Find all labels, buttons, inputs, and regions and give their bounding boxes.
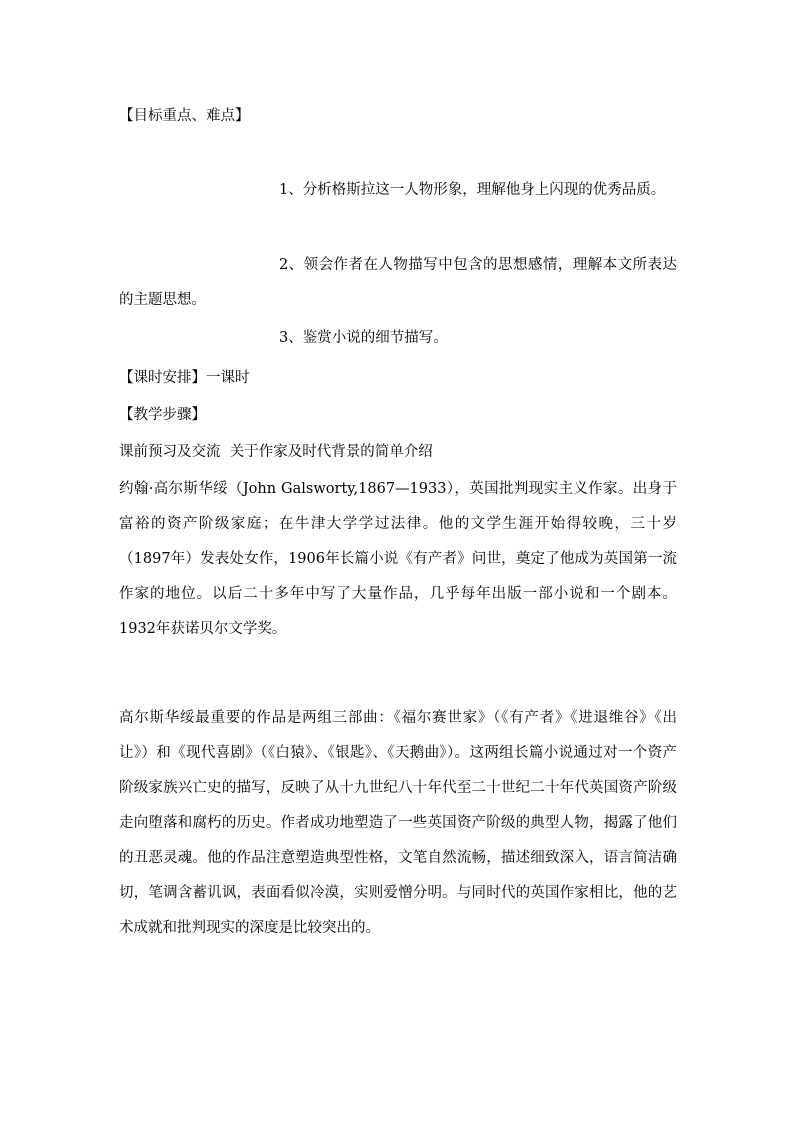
objective-item-3: 3、鉴赏小说的细节描写。 <box>279 330 448 346</box>
schedule-line: 【课时安排】一课时 <box>119 370 250 386</box>
author-paragraph-1: 约翰·高尔斯华绥（John Galsworty,1867—1933），英国批判现实主义作家。出身于富裕的资产阶级家庭；在牛津大学学过法律。他的文学生涯开始得较晚，三十岁（1897年）发表处女作，1906年长篇小说《有产者》问世，奠定了他成为英国第一流作家的地位。以后二十多年中写了大量作品，几乎每年出版一部小说和一个剧本。1932年获诺贝尔文学奖。 <box>119 481 677 637</box>
objective-item-2: 2、领会作者在人物描写中包含的思想感情，理解本文所表达的主题思想。 <box>119 257 677 308</box>
steps-heading: 【教学步骤】 <box>119 407 206 423</box>
objective-item-1: 1、分析格斯拉这一人物形象，理解他身上闪现的优秀品质。 <box>279 182 666 198</box>
preview-line: 课前预习及交流 关于作家及时代背景的简单介绍 <box>119 444 433 460</box>
author-paragraph-2: 高尔斯华绥最重要的作品是两组三部曲：《福尔赛世家》（《有产者》《进退维谷》《出让》）和《现代喜剧》（《白猿》、《银匙》、《天鹅曲》）。这两组长篇小说通过对一个资产阶级家族兴亡史的描写，反映了从十九世纪八十年代至二十世纪二十年代英国资产阶级走向堕落和腐朽的历史。作者成功地塑造了一些英国资产阶级的典型人物，揭露了他们的丑恶灵魂。他的作品注意塑造典型性格，文笔自然流畅，描述细致深入，语言简洁确切，笔调含蓄讥讽，表面看似冷漠，实则爱憎分明。与同时代的英国作家相比，他的艺术成就和批判现实的深度是比较突出的。 <box>119 710 677 936</box>
objectives-heading: 【目标重点、难点】 <box>119 108 250 124</box>
